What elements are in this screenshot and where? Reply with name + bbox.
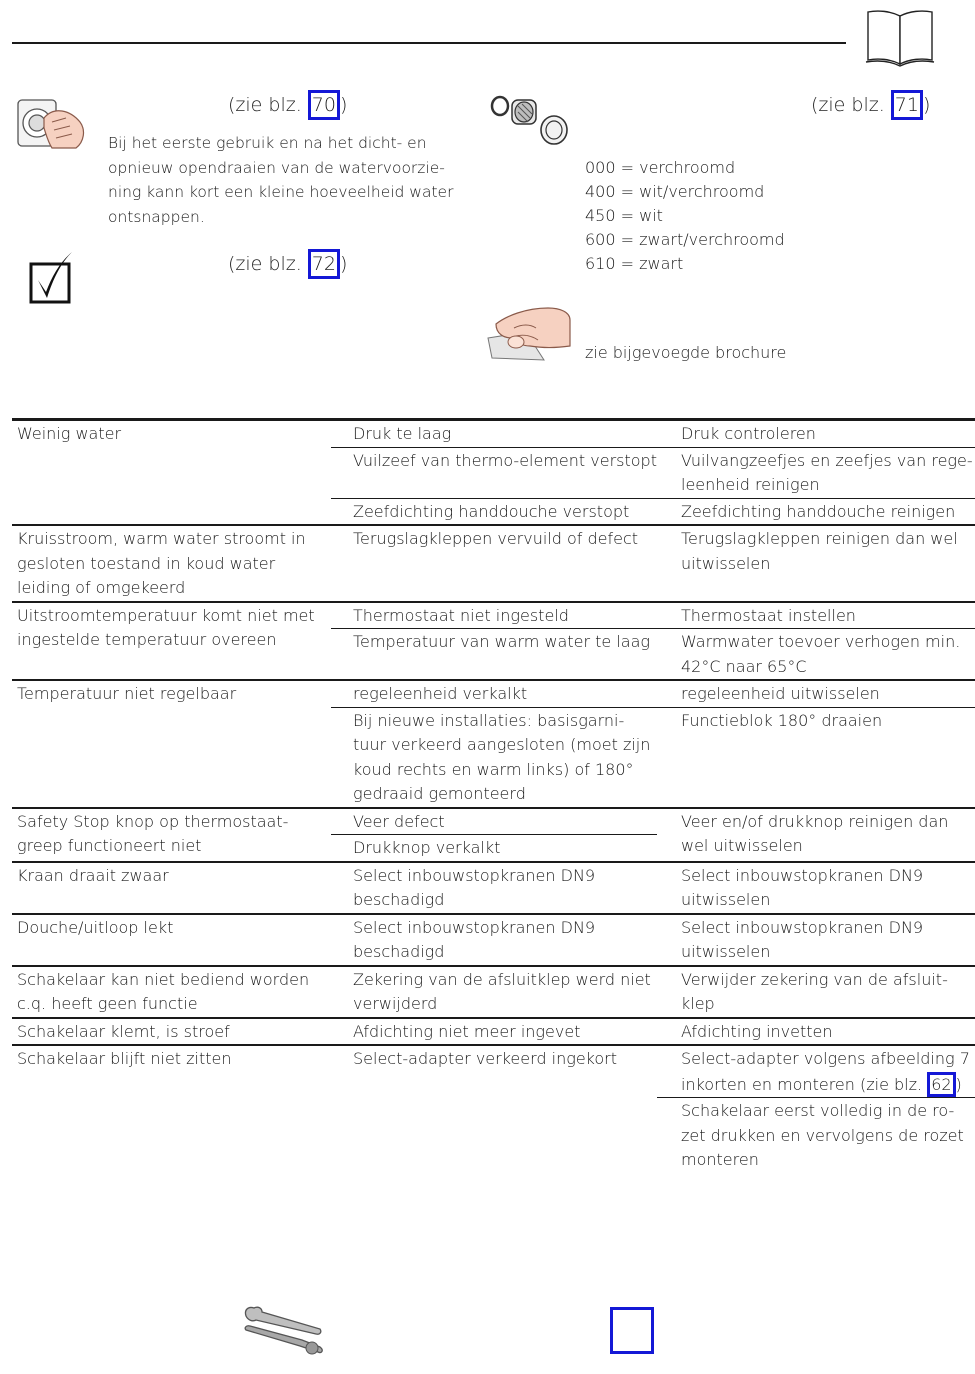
remedy-cell: Select inbouwstopkranen DN9 uitwisselen [657, 862, 975, 914]
cause-cell: Zekering van de afsluitklep werd niet verwijderd [331, 966, 657, 1018]
color-code-item: 610 = zwart [585, 254, 684, 273]
remedy-cell: Select inbouwstopkranen DN9 uitwisselen [657, 914, 975, 966]
cause-cell: Terugslagkleppen vervuild of defect [331, 525, 657, 602]
blank-marker-box [610, 1307, 654, 1354]
table-row [12, 862, 975, 914]
remedy-cell: Vuilvangzeefjes en zeefjes van rege-leenheid reinigen [657, 447, 975, 498]
table-row [12, 1018, 975, 1046]
problem-cell: Schakelaar klemt, is stroef [12, 1018, 331, 1046]
page-reference-71 [811, 90, 930, 120]
table-row [12, 525, 975, 602]
checkmark-box-icon [28, 248, 76, 308]
cause-cell: Druk te laag [331, 420, 657, 448]
cause-cell: Select inbouwstopkranen DN9 beschadigd [331, 862, 657, 914]
table-row [12, 808, 975, 835]
problem-cell: Kraan draait zwaar [12, 862, 331, 914]
table-row [12, 1045, 975, 1098]
remedy-cell: Warmwater toevoer verhogen min. 42°C naar 65°C [657, 629, 975, 681]
remedy-text: Select-adapter volgens afbeelding 7 inkorten en monteren (zie blz. [681, 1049, 970, 1094]
cause-cell: Select-adapter verkeerd ingekort [331, 1045, 657, 1173]
problem-cell: Schakelaar kan niet bediend worden c.q. heeft geen functie [12, 966, 331, 1018]
tools-icon [240, 1300, 330, 1360]
page-link-70[interactable]: 70 [308, 90, 340, 120]
aerator-parts-icon [486, 92, 576, 150]
problem-cell: Kruisstroom, warm water stroomt in gesloten toestand in koud water leiding of omgekeerd [12, 525, 331, 602]
table-row [12, 914, 975, 966]
table-row [12, 420, 975, 448]
cleaning-hand-icon [486, 302, 572, 362]
cleaning-note: zie bijgevoegde brochure [585, 343, 787, 362]
remedy-cell: Thermostaat instellen [657, 602, 975, 629]
remedy-cell: Zeefdichting handdouche reinigen [657, 498, 975, 525]
cause-cell: Drukknop verkalkt [331, 835, 657, 862]
page-link-72[interactable]: 72 [308, 249, 340, 279]
cause-cell: Veer defect [331, 808, 657, 835]
table-row [12, 680, 975, 707]
problem-cell: Safety Stop knop op thermostaat-greep functioneert niet [12, 808, 331, 862]
remedy-cell: Schakelaar eerst volledig in de ro-zet drukken en vervolgens de rozet monteren [657, 1098, 975, 1173]
cause-cell: Afdichting niet meer ingevet [331, 1018, 657, 1046]
header-rule [12, 42, 846, 44]
remedy-cell [657, 1045, 975, 1098]
remedy-cell: Afdichting invetten [657, 1018, 975, 1046]
cause-cell: Thermostaat niet ingesteld [331, 602, 657, 629]
problem-cell: Temperatuur niet regelbaar [12, 680, 331, 808]
color-code-item: 450 = wit [585, 206, 663, 225]
color-code-list [585, 156, 785, 276]
troubleshooting-table [12, 418, 975, 1173]
color-code-item: 000 = verchroomd [585, 158, 736, 177]
cause-cell: Bij nieuwe installaties: basisgarni-tuur verkeerd aangesloten (moet zijn koud rechts en warm links) of 180° gedraaid gemonteerd [331, 707, 657, 808]
remedy-cell: Veer en/of drukknop reinigen dan wel uitwisselen [657, 808, 975, 862]
remedy-cell: Terugslagkleppen reinigen dan wel uitwisselen [657, 525, 975, 602]
valve-hand-icon [14, 92, 90, 152]
cause-cell: Select inbouwstopkranen DN9 beschadigd [331, 914, 657, 966]
page-reference-prefix: (zie blz. [811, 94, 891, 116]
page-link-62[interactable]: 62 [927, 1072, 955, 1097]
page-reference-suffix: ) [339, 94, 348, 116]
page-reference-suffix: ) [922, 94, 931, 116]
color-code-item: 600 = zwart/verchroomd [585, 230, 785, 249]
page-reference-70 [228, 90, 347, 120]
table-row [12, 966, 975, 1018]
page-reference-prefix: (zie blz. [228, 253, 308, 275]
cause-cell: regeleenheid verkalkt [331, 680, 657, 707]
remedy-cell: Functieblok 180° draaien [657, 707, 975, 808]
book-icon [864, 8, 936, 68]
problem-cell: Weinig water [12, 420, 331, 526]
cause-cell: Temperatuur van warm water te laag [331, 629, 657, 681]
problem-cell: Uitstroomtemperatuur komt niet met ingestelde temperatuur overeen [12, 602, 331, 681]
cause-cell: Vuilzeef van thermo-element verstopt [331, 447, 657, 498]
page-reference-72 [228, 249, 347, 279]
table-row [12, 602, 975, 629]
first-use-note: Bij het eerste gebruik en na het dicht- en opnieuw opendraaien van de watervoorzie-ning kann kort een kleine hoeveelheid water ontsnappen. [108, 134, 454, 226]
page-link-71[interactable]: 71 [891, 90, 923, 120]
remedy-cell: Verwijder zekering van de afsluit-klep [657, 966, 975, 1018]
remedy-cell: regeleenheid uitwisselen [657, 680, 975, 707]
problem-cell: Schakelaar blijft niet zitten [12, 1045, 331, 1173]
problem-cell: Douche/uitloop lekt [12, 914, 331, 966]
remedy-suffix: ) [955, 1074, 962, 1094]
remedy-cell: Druk controleren [657, 420, 975, 448]
color-code-item: 400 = wit/verchroomd [585, 182, 765, 201]
page-reference-suffix: ) [339, 253, 348, 275]
page-reference-prefix: (zie blz. [228, 94, 308, 116]
cause-cell: Zeefdichting handdouche verstopt [331, 498, 657, 525]
